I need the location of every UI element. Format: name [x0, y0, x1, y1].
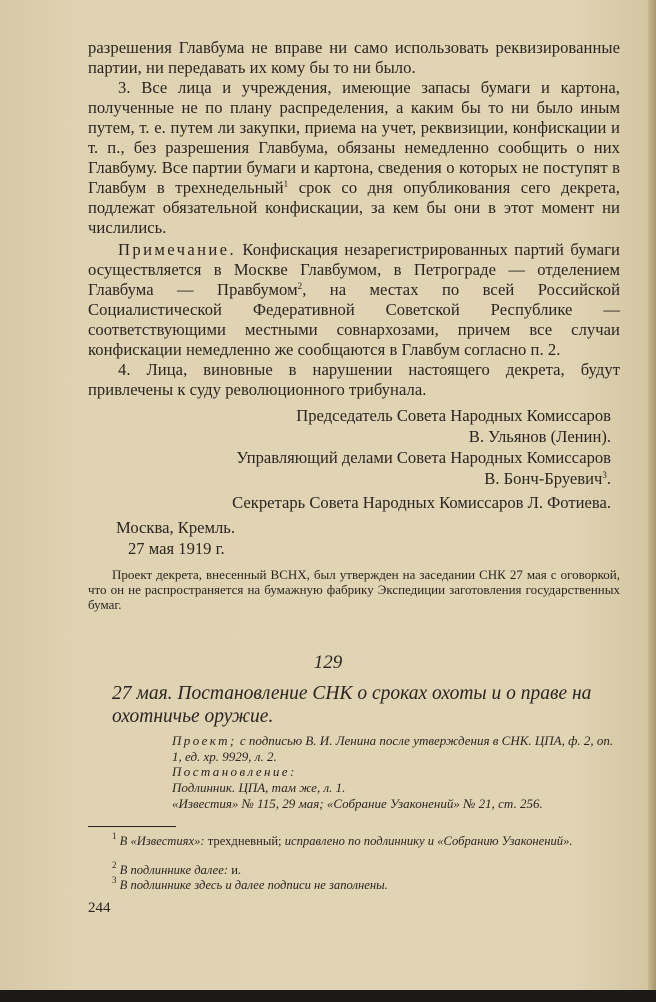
page-edge	[648, 0, 656, 1002]
paragraph-3: 3. Все лица и учреждения, имеющие запасы бумаги и картона, полученные не по плану распределения, а каким бы то ни было иным путем, т. е. путем ли закупки, приема на учет, реквизиции, конфискации и т. п., без разрешения Главбума, обязаны немедленно сообщить о них Главбуму. Все партии бумаги и картона, сведения о которых не поступят в Главбум в трехнедельный$^1$ срок со дня опубликования сего декрета, подлежат обязательной конфискации, за кем бы они в этот момент ни числились.	[88, 78, 620, 237]
document-number: 129	[313, 652, 343, 673]
footnote-2: $^2$ В подлиннике далее: и.	[112, 860, 242, 877]
footnote-rule	[88, 826, 176, 827]
paragraph-permission: разрешения Главбума не вправе ни само использовать реквизированные партии, ни передавать их кому бы то ни было.	[88, 38, 620, 77]
place: Москва, Кремль.	[116, 518, 235, 537]
note-paragraph: Примечание. Конфискация незарегистрированных партий бумаги осуществляется в Москве Главбумом, в Петрограде — отделением Главбума — Правбумом$^2$, на местах по всей Российской Социалистической Федеративной Советской Республике — соответствующими местными совнархозами, причем все случаи конфискации немедленно же сообщаются в Главбум согласно п. 2.	[88, 240, 620, 359]
date: 27 мая 1919 г.	[128, 539, 225, 558]
document-heading: 27 мая. Постановление СНК о сроках охоты и о праве на охотничье оружие.	[112, 683, 592, 727]
footnote-ref-3: 3	[602, 470, 607, 480]
secretary-signature: Секретарь Совета Народных Комиссаров Л. Фотиева.	[232, 493, 611, 512]
source-publication: «Известия» № 115, 29 мая; «Собрание Узаконений» № 21, ст. 256.	[172, 796, 543, 811]
source-decree-label: Постановление:	[172, 764, 297, 779]
scan-border	[0, 990, 656, 1002]
decree-text	[88, 38, 620, 400]
manager-name: В. Бонч-Бруевич$^3$.	[484, 469, 611, 488]
footnote-3: $^3$ В подлиннике здесь и далее подписи не заполнены.	[112, 875, 388, 892]
chair-title: Председатель Совета Народных Комиссаров	[296, 406, 611, 425]
footnote-ref-1: 1	[283, 179, 289, 189]
source-project: Проект; с подписью В. И. Ленина после утверждения в СНК. ЦПА, ф. 2, оп. 1, ед. хр. 9929, л. 2.	[172, 733, 614, 764]
source-original: Подлинник. ЦПА, там же, л. 1.	[172, 780, 346, 795]
note-label: Примечание.	[118, 240, 236, 259]
footnote-1: $^1$ В «Известиях»: трехдневный; исправлено по подлиннику и «Собранию Узаконений».	[112, 831, 573, 848]
footnote-ref-2: 2	[297, 281, 303, 291]
manager-title: Управляющий делами Совета Народных Комиссаров	[236, 448, 611, 467]
editorial-note: Проект декрета, внесенный ВСНХ, был утвержден на заседании СНК 27 мая с оговоркой, что он не распространяется на бумажную фабрику Экспедиции заготовления государственных бумаг.	[88, 567, 620, 612]
paragraph-4: 4. Лица, виновные в нарушении настоящего декрета, будут привлечены к суду революционного трибунала.	[88, 360, 620, 399]
chair-name: В. Ульянов (Ленин).	[468, 427, 611, 446]
page-number: 244	[88, 900, 111, 916]
